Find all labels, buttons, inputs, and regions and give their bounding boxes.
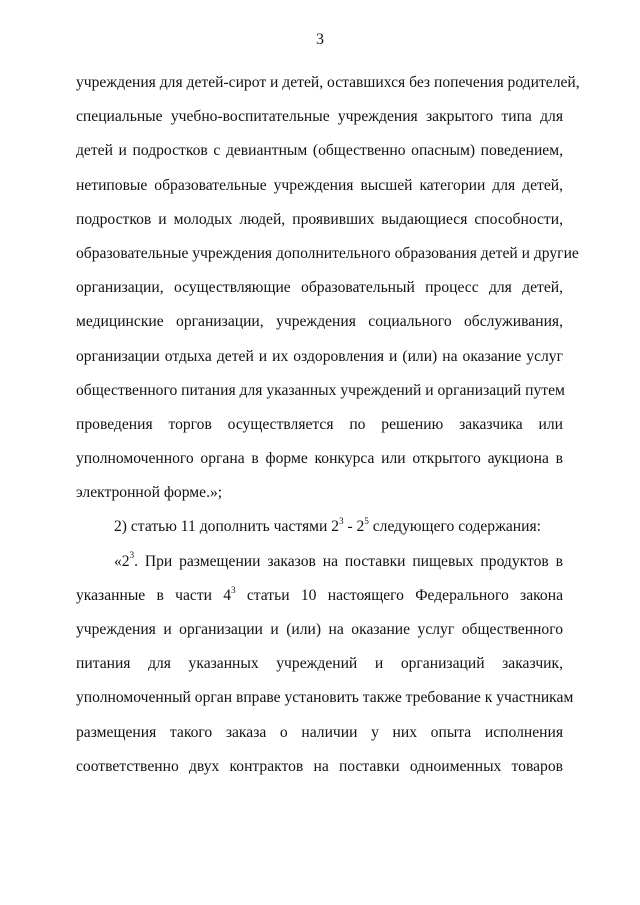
text-line-7: организации, осуществляющие образовательный процесс для детей, (76, 279, 563, 297)
text-line-10: общественного питания для указанных учреждений и организаций путем (76, 381, 565, 399)
document-body (76, 66, 580, 784)
text-line-17: учреждения и организации и (или) на оказание услуг общественного (76, 621, 563, 638)
text-line-21: соответственно двух контрактов на поставки одноименных товаров (76, 757, 563, 775)
text-line-15-part-a: «2 (114, 552, 130, 570)
text-line-9: организации отдыха детей и их оздоровления и (или) на оказание услуг (76, 347, 563, 365)
text-line-5: подростков и молодых людей, проявивших выдающиеся способности, (76, 210, 563, 228)
text-line-20: размещения такого заказа о наличии у них опыта исполнения (76, 723, 563, 741)
text-line-16-part-a: указанные в части 4 (76, 586, 232, 604)
superscript: 3 (231, 584, 236, 595)
text-line-18: питания для указанных учреждений и организаций заказчик, (76, 655, 563, 673)
text-line-1: учреждения для детей-сирот и детей, оставшихся без попечения родителей, (76, 74, 580, 91)
text-line-11: проведения торгов осуществляется по решению заказчика или (76, 415, 563, 433)
text-line-14-part-b: - 2 (343, 518, 365, 536)
text-line-14 (76, 510, 563, 544)
text-line-14-part-c: следующего содержания: (368, 518, 541, 536)
text-line-6: образовательные учреждения дополнительного образования детей и другие (76, 244, 579, 262)
text-line-3: детей и подростков с девиантным (общественно опасным) поведением, (76, 142, 563, 160)
text-line-2: специальные учебно-воспитательные учреждения закрытого типа для (76, 108, 563, 126)
text-line-14-part-a: 2) статью 11 дополнить частями 2 (114, 518, 340, 536)
page-number: 3 (316, 31, 324, 48)
text-line-16 (76, 579, 563, 613)
text-line-12: уполномоченного органа в форме конкурса или открытого аукциона в (76, 450, 563, 468)
superscript: 3 (339, 516, 344, 527)
text-line-13: электронной форме.»; (76, 484, 223, 502)
superscript: 5 (364, 516, 369, 527)
text-line-15 (76, 545, 563, 579)
superscript: 3 (129, 550, 135, 561)
text-line-8: медицинские организации, учреждения социального обслуживания, (76, 313, 563, 331)
text-line-16-part-b: статьи 10 настоящего Федерального закона (235, 586, 563, 604)
text-line-15-part-b: . При размещении заказов на поставки пищевых продуктов в (134, 552, 563, 570)
text-line-19: уполномоченный орган вправе установить также требование к участникам (76, 689, 574, 707)
text-line-4: нетиповые образовательные учреждения высшей категории для детей, (76, 176, 563, 194)
